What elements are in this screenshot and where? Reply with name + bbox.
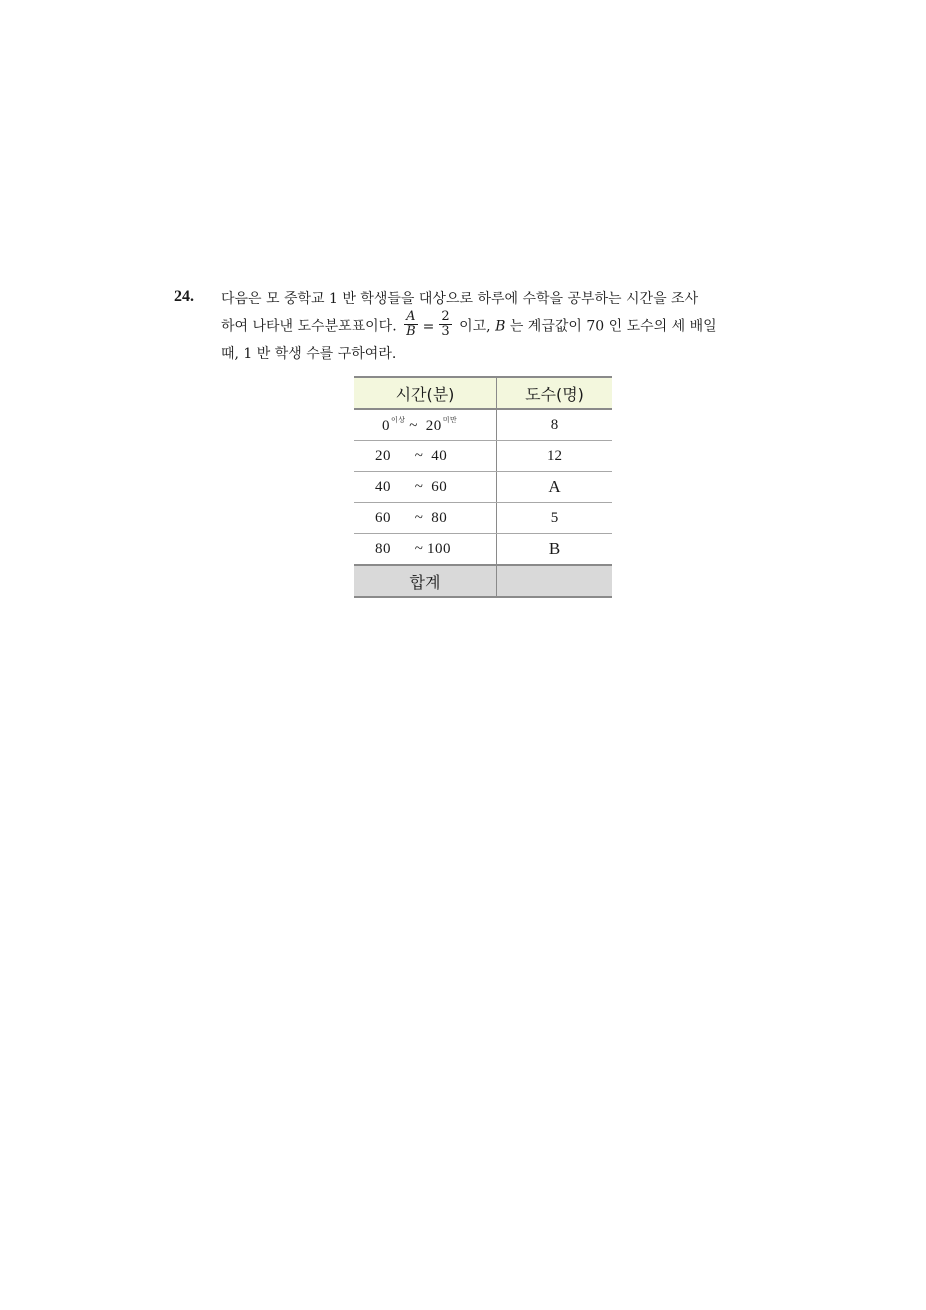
interval-tilde: ~ bbox=[414, 509, 424, 526]
frequency-cell: 12 bbox=[497, 441, 613, 472]
table-row bbox=[354, 503, 612, 534]
class-interval-cell bbox=[354, 503, 497, 534]
frequency-cell: 5 bbox=[497, 503, 613, 534]
class-interval-cell bbox=[354, 472, 497, 503]
interval-tilde: ~ bbox=[414, 540, 424, 557]
interval-upper: 80 bbox=[431, 509, 448, 526]
table-total-row bbox=[354, 565, 612, 597]
interval-lower: 20 bbox=[375, 447, 391, 464]
class-interval-cell bbox=[354, 409, 497, 441]
table-row bbox=[354, 441, 612, 472]
fraction-two-thirds-numerator: 2 bbox=[441, 309, 450, 324]
interval-lower: 0 bbox=[382, 418, 390, 434]
interval-tilde: ~ bbox=[414, 478, 424, 495]
interval-lower-note: 이상 bbox=[391, 416, 406, 424]
interval-upper: 40 bbox=[431, 447, 448, 464]
question-line-3: 때, 1 반 학생 수를 구하여라. bbox=[221, 346, 397, 362]
interval-upper-note: 미만 bbox=[442, 416, 458, 424]
fraction-two-thirds-denominator: 3 bbox=[441, 324, 450, 339]
question-line-2-end: 는 계급값이 70 인 도수의 세 배일 bbox=[509, 318, 717, 335]
interval-upper: 100 bbox=[427, 540, 451, 557]
fraction-a-over-b-numerator: A bbox=[404, 310, 418, 325]
interval-lower: 80 bbox=[375, 540, 391, 557]
question-line-2-start: 하여 나타낸 도수분포표이다. bbox=[221, 318, 397, 335]
total-label-cell: 합계 bbox=[354, 565, 497, 597]
equals-sign: = bbox=[422, 318, 435, 335]
class-interval bbox=[375, 541, 475, 558]
question-line-1: 다음은 모 중학교 1 반 학생들을 대상으로 하루에 수학을 공부하는 시간을 조사 bbox=[221, 291, 699, 307]
table-row bbox=[354, 409, 612, 441]
header-time: 시간(분) bbox=[354, 377, 497, 409]
question-line-2 bbox=[221, 309, 756, 341]
frequency-cell: B bbox=[497, 534, 613, 566]
total-value-cell bbox=[497, 565, 613, 597]
interval-upper: 20 bbox=[425, 418, 442, 434]
table-header-row bbox=[354, 377, 612, 409]
interval-lower: 40 bbox=[375, 478, 391, 495]
interval-upper: 60 bbox=[431, 478, 448, 495]
interval-tilde: ~ bbox=[409, 418, 418, 434]
variable-b: B bbox=[495, 318, 506, 335]
class-interval bbox=[375, 479, 475, 496]
class-interval-cell bbox=[354, 441, 497, 472]
interval-tilde: ~ bbox=[414, 447, 424, 464]
question-text bbox=[221, 286, 756, 367]
fraction-two-thirds bbox=[439, 310, 451, 339]
fraction-a-over-b bbox=[404, 310, 418, 339]
frequency-table bbox=[354, 376, 612, 598]
table-row bbox=[354, 472, 612, 503]
class-interval-cell bbox=[354, 534, 497, 566]
fraction-a-over-b-denominator: B bbox=[406, 324, 416, 339]
frequency-cell: A bbox=[497, 472, 613, 503]
frequency-cell: 8 bbox=[497, 409, 613, 441]
class-interval bbox=[375, 510, 475, 527]
question-number: 24. bbox=[174, 288, 194, 305]
header-frequency: 도수(명) bbox=[497, 377, 613, 409]
class-interval bbox=[368, 415, 482, 435]
question-line-2-middle: 이고, bbox=[459, 318, 491, 335]
interval-lower: 60 bbox=[375, 509, 391, 526]
table-row bbox=[354, 534, 612, 566]
class-interval bbox=[375, 448, 475, 465]
